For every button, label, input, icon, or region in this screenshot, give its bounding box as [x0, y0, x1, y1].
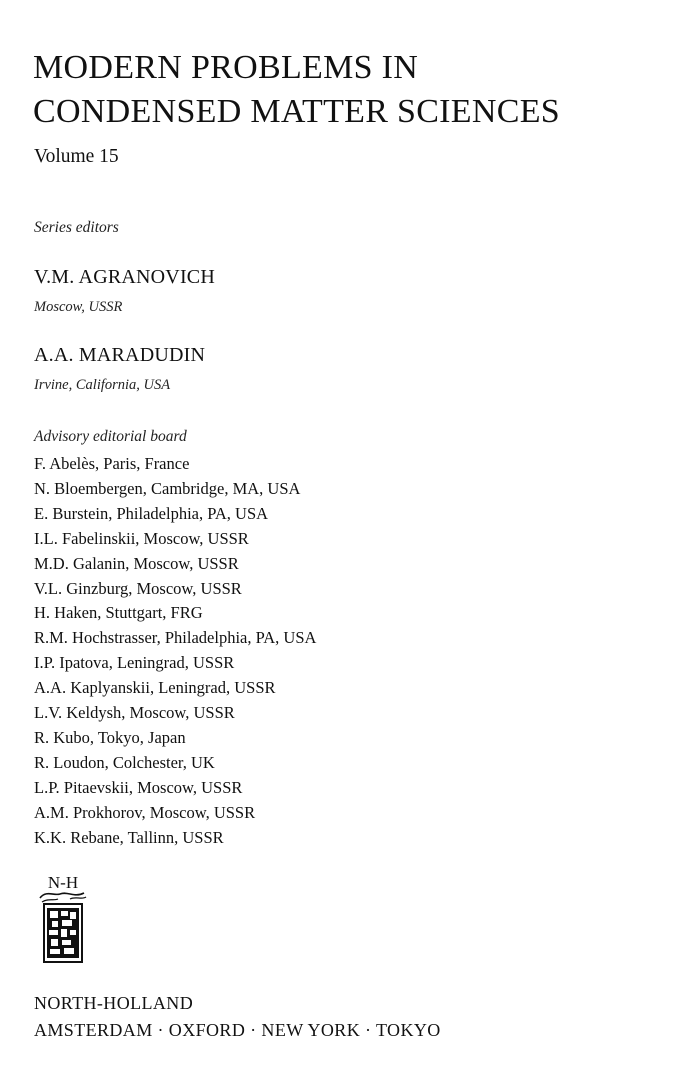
board-member: I.L. Fabelinskii, Moscow, USSR — [34, 528, 249, 548]
board-member: F. Abelès, Paris, France — [34, 454, 190, 473]
board-member: V.L. Ginzburg, Moscow, USSR — [34, 578, 242, 598]
board-member: N. Bloembergen, Cambridge, MA, USA — [34, 478, 301, 498]
logo-lettering: N-H — [47, 873, 79, 892]
editor-name: V.M. AGRANOVICH — [34, 266, 215, 288]
north-holland-logo-icon — [36, 868, 90, 968]
board-member: R. Loudon, Colchester, UK — [34, 752, 215, 772]
series-editors-label: Series editors — [34, 219, 119, 236]
series-editor — [34, 264, 215, 318]
board-member: E. Burstein, Philadelphia, PA, USA — [34, 503, 269, 523]
series-title — [33, 46, 560, 134]
publisher-cities: AMSTERDAM · OXFORD · NEW YORK · TOKYO — [34, 1020, 441, 1040]
series-title-line-1: MODERN PROBLEMS IN — [33, 49, 419, 86]
board-member: I.P. Ipatova, Leningrad, USSR — [34, 653, 235, 673]
board-member: L.P. Pitaevskii, Moscow, USSR — [34, 777, 243, 797]
board-member: A.M. Prokhorov, Moscow, USSR — [34, 802, 256, 822]
advisory-board-list — [34, 452, 316, 851]
series-title-line-2: CONDENSED MATTER SCIENCES — [33, 93, 560, 130]
board-member: A.A. Kaplyanskii, Leningrad, USSR — [34, 678, 276, 698]
editor-name: A.A. MARADUDIN — [34, 344, 206, 366]
advisory-board-label: Advisory editorial board — [34, 428, 187, 445]
publisher-name: NORTH-HOLLAND — [34, 993, 194, 1013]
volume-number: Volume 15 — [34, 146, 119, 167]
board-member: M.D. Galanin, Moscow, USSR — [34, 553, 239, 573]
board-member: R.M. Hochstrasser, Philadelphia, PA, USA — [34, 628, 317, 648]
board-member: K.K. Rebane, Tallinn, USSR — [34, 827, 224, 847]
board-member: L.V. Keldysh, Moscow, USSR — [34, 703, 235, 723]
publisher-imprint — [34, 990, 441, 1044]
editor-location: Moscow, USSR — [34, 299, 123, 315]
editor-location: Irvine, California, USA — [34, 377, 171, 393]
board-member: H. Haken, Stuttgart, FRG — [34, 603, 203, 623]
board-member: R. Kubo, Tokyo, Japan — [34, 727, 186, 747]
series-editor — [34, 342, 205, 396]
